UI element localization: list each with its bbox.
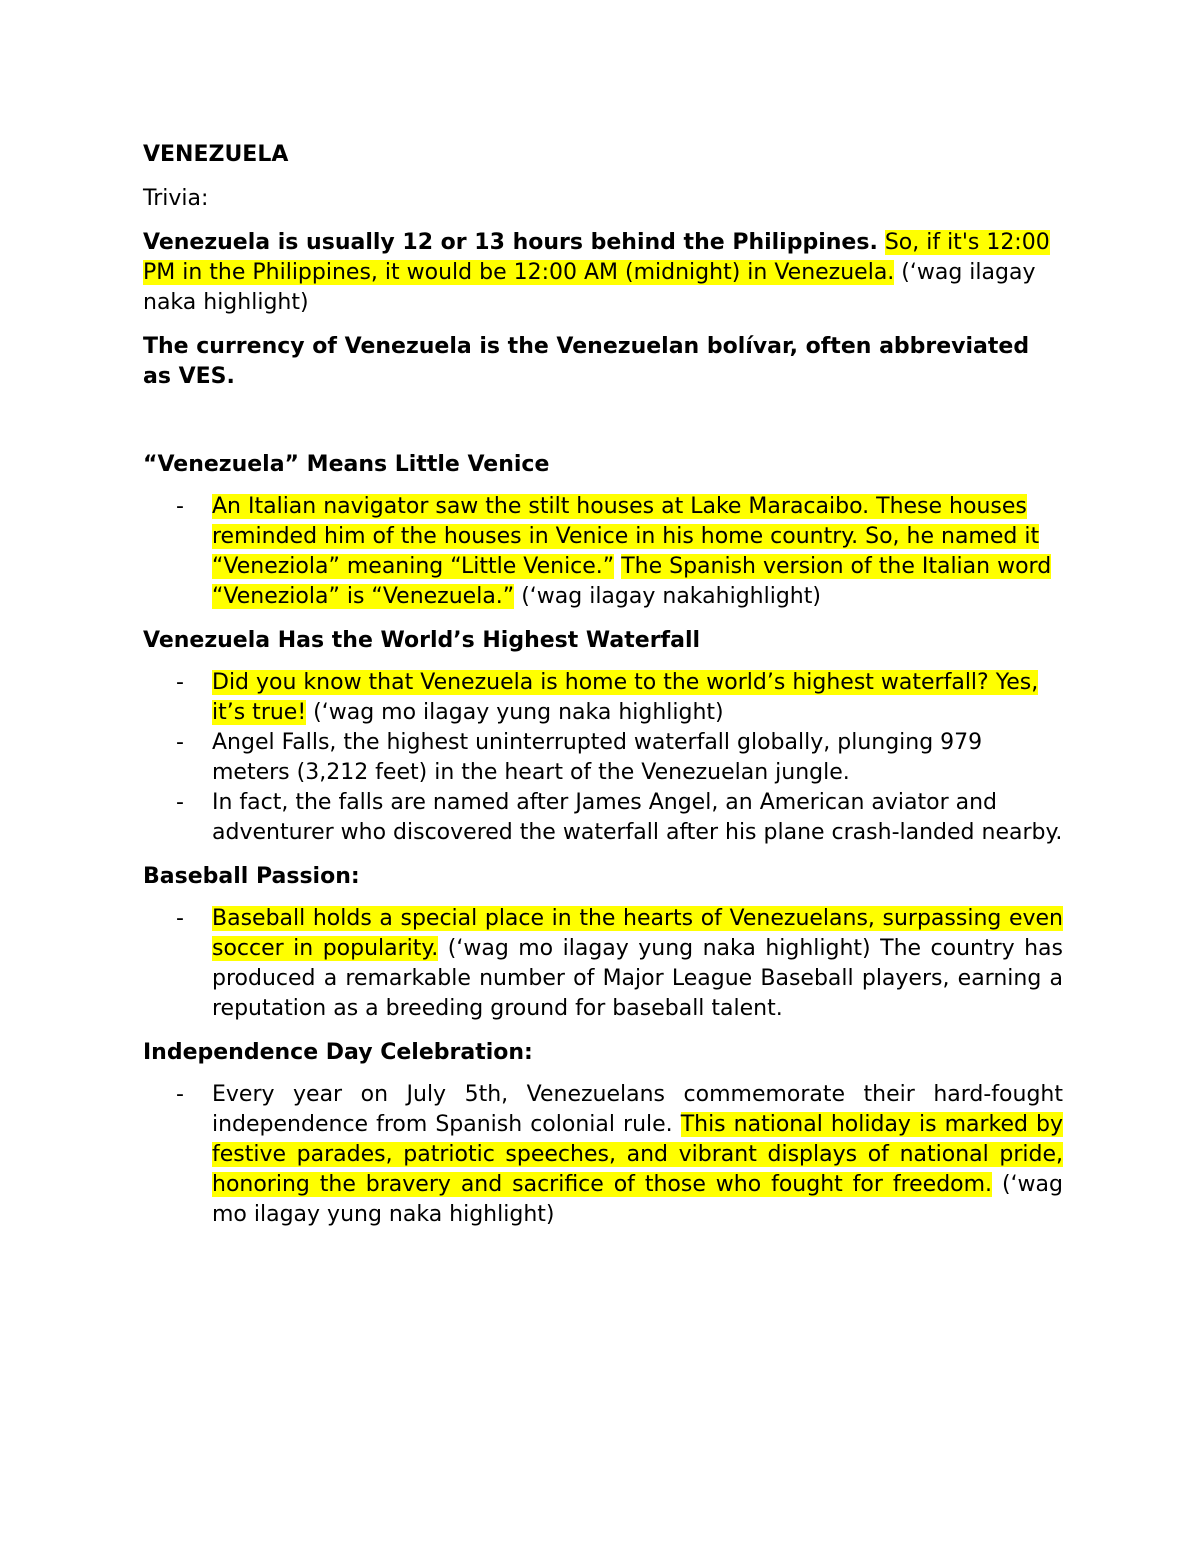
independence-plain: Every year on July 5th, Venezuelans commemorate their hard-fought independence from Spanish colonial rule. <box>212 1082 1063 1137</box>
bullet-dash: - <box>176 906 184 931</box>
baseball-note: (‘wag mo ilagay yung naka highlight) <box>447 936 871 961</box>
bullet-dash: - <box>176 730 184 755</box>
little-venice-heading: “Venezuela” Means Little Venice <box>143 452 550 477</box>
waterfall-note: (‘wag mo ilagay yung naka highlight) <box>313 700 724 725</box>
independence-list <box>143 1080 1063 1230</box>
independence-heading: Independence Day Celebration: <box>143 1040 533 1065</box>
baseball-list <box>143 904 1063 1024</box>
time-difference-highlight: So, if it's 12:00 PM in the Philippines, it would be 12:00 AM (midnight) in Venezuela. <box>143 230 1050 285</box>
trivia-label: Trivia: <box>143 186 209 211</box>
waterfall-highlight: Did you know that Venezuela is home to the world’s highest waterfall? Yes, it’s true! <box>212 670 1039 725</box>
little-venice-list <box>143 492 1063 612</box>
blank-line <box>143 406 1063 450</box>
list-item <box>143 728 1063 788</box>
list-item <box>143 1080 1063 1230</box>
independence-note: (‘wag mo ilagay yung naka highlight) <box>212 1172 1063 1227</box>
baseball-highlight: Baseball holds a special place in the hearts of Venezuelans, surpassing even soccer in popularity. <box>212 906 1063 961</box>
baseball-rest: The country has produced a remarkable number of Major League Baseball players, earning a reputation as a breeding ground for baseball talent. <box>212 936 1064 1021</box>
list-item <box>143 788 1063 848</box>
little-venice-highlight: An Italian navigator saw the stilt houses at Lake Maracaibo. These houses reminded him of the houses in Venice in his home country. So, he named it “Veneziola” meaning “Little Venice.” <box>212 494 1040 579</box>
bullet-dash: - <box>176 790 184 815</box>
waterfall-heading: Venezuela Has the World’s Highest Waterfall <box>143 628 701 653</box>
document-page <box>143 140 1063 1244</box>
baseball-heading: Baseball Passion: <box>143 864 360 889</box>
waterfall-list <box>143 668 1063 848</box>
james-angel-text: In fact, the falls are named after James Angel, an American aviator and adventurer who discovered the waterfall after his plane crash-landed nearby. <box>212 790 1063 845</box>
bullet-dash: - <box>176 494 184 519</box>
bullet-dash: - <box>176 1082 184 1107</box>
little-venice-note: (‘wag ilagay nakahighlight) <box>521 584 821 609</box>
time-difference-statement: Venezuela is usually 12 or 13 hours behind the Philippines. <box>143 230 878 255</box>
bullet-dash: - <box>176 670 184 695</box>
time-difference-paragraph <box>143 228 1063 318</box>
list-item <box>143 492 1063 612</box>
angel-falls-text: Angel Falls, the highest uninterrupted waterfall globally, plunging 979 meters (3,212 feet) in the heart of the Venezuelan jungle. <box>212 730 983 785</box>
document-title: VENEZUELA <box>143 142 289 167</box>
list-item <box>143 904 1063 1024</box>
currency-paragraph: The currency of Venezuela is the Venezuelan bolívar, often abbreviated as VES. <box>143 334 1030 389</box>
little-venice-highlight-2: The Spanish version of the Italian word “Veneziola” is “Venezuela.” <box>212 554 1052 609</box>
independence-highlight: This national holiday is marked by festive parades, patriotic speeches, and vibrant displays of national pride, honoring the bravery and sacrifice of those who fought for freedom. <box>212 1112 1063 1197</box>
list-item <box>143 668 1063 728</box>
time-difference-note: (‘wag ilagay naka highlight) <box>143 260 1036 315</box>
